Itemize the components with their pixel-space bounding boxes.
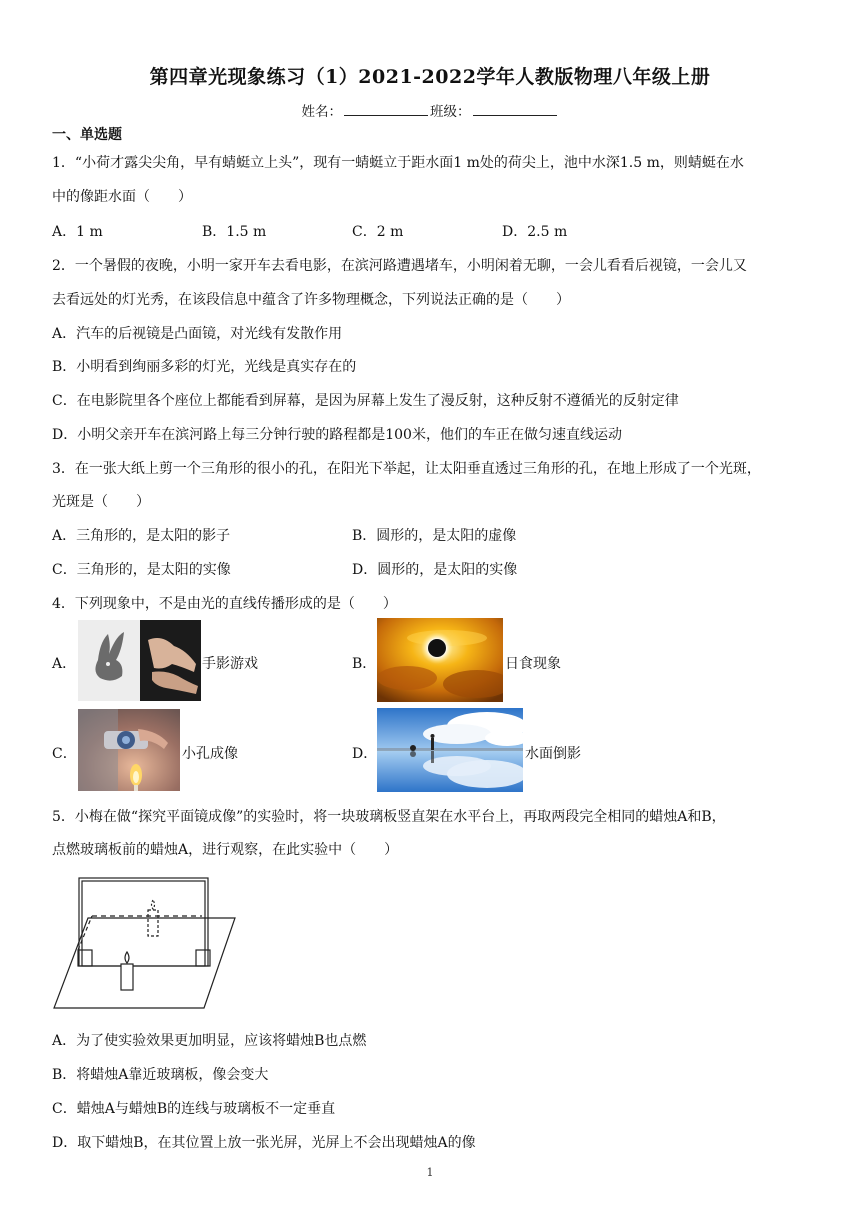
q4-option-b-letter: B．	[352, 656, 377, 672]
q5-option-b: B．将蜡烛A靠近玻璃板，像会变大	[52, 1067, 269, 1083]
q3-line-2: 光斑是（ ）	[52, 494, 150, 510]
plane-mirror-experiment-diagram	[52, 870, 242, 1012]
q5-option-d: D．取下蜡烛B，在其位置上放一张光屏，光屏上不会出现蜡烛A的像	[52, 1135, 476, 1151]
page-number: 1	[426, 1166, 434, 1179]
q4-line-1: 4．下列现象中，不是由光的直线传播形成的是（ ）	[52, 596, 397, 612]
name-blank[interactable]	[344, 103, 428, 116]
q1-option-a: A．1 m	[52, 224, 103, 240]
water-reflection-image	[377, 708, 523, 792]
class-label: 班级：	[430, 104, 471, 120]
q4-option-a-letter: A．	[52, 656, 77, 672]
q2-option-a: A．汽车的后视镜是凸面镜，对光线有发散作用	[52, 326, 343, 342]
q4-option-d-text: 水面倒影	[525, 746, 581, 762]
name-label: 姓名：	[301, 104, 342, 120]
q4-option-a-text: 手影游戏	[202, 656, 258, 672]
q1-line-2: 中的像距水面（ ）	[52, 189, 192, 205]
q3-option-c: C．三角形的，是太阳的实像	[52, 562, 231, 578]
q2-option-d: D．小明父亲开车在滨河路上每三分钟行驶的路程都是100米，他们的车正在做匀速直线运动	[52, 427, 622, 443]
q5-option-c: C．蜡烛A与蜡烛B的连线与玻璃板不一定垂直	[52, 1101, 336, 1117]
q1-option-c: C．2 m	[352, 224, 404, 240]
q2-line-1: 2．一个暑假的夜晚，小明一家开车去看电影，在滨河路遭遇堵车，小明闲着无聊，一会儿看看后视镜，一会儿又	[52, 258, 747, 274]
q2-line-2: 去看远处的灯光秀，在该段信息中蕴含了许多物理概念，下列说法正确的是（ ）	[52, 292, 570, 308]
q1-line-1: 1．“小荷才露尖尖角，早有蜻蜓立上头”，现有一蜻蜓立于距水面1 m处的荷尖上，池中水深1.5 m，则蜻蜓在水	[52, 155, 744, 171]
q4-option-c-letter: C．	[52, 746, 77, 762]
q2-option-b: B．小明看到绚丽多彩的灯光，光线是真实存在的	[52, 359, 357, 375]
q4-option-d-letter: D．	[352, 746, 378, 762]
q3-line-1: 3．在一张大纸上剪一个三角形的很小的孔，在阳光下举起，让太阳垂直透过三角形的孔，在地上形成了一个光斑，	[52, 461, 761, 477]
q3-option-b: B．圆形的，是太阳的虚像	[352, 528, 517, 544]
q5-option-a: A．为了使实验效果更加明显，应该将蜡烛B也点燃	[52, 1033, 367, 1049]
q1-option-b: B．1.5 m	[202, 224, 267, 240]
page-title: 第四章光现象练习（1）2021-2022学年人教版物理八年级上册	[149, 66, 711, 88]
q4-option-b-text: 日食现象	[505, 656, 561, 672]
q2-option-c: C．在电影院里各个座位上都能看到屏幕，是因为屏幕上发生了漫反射，这种反射不遵循光的反射定律	[52, 393, 679, 409]
hand-shadow-image	[78, 620, 201, 701]
solar-eclipse-image	[377, 618, 503, 702]
section-heading: 一、单选题	[52, 127, 122, 143]
q3-option-a: A．三角形的，是太阳的影子	[52, 528, 231, 544]
q3-option-d: D．圆形的，是太阳的实像	[352, 562, 518, 578]
q5-line-1: 5．小梅在做“探究平面镜成像”的实验时，将一块玻璃板竖直架在水平台上，再取两段完全相同的蜡烛A和B，	[52, 809, 726, 825]
q5-line-2: 点燃玻璃板前的蜡烛A，进行观察，在此实验中（ ）	[52, 842, 399, 858]
q1-option-d: D．2.5 m	[502, 224, 568, 240]
class-blank[interactable]	[473, 103, 557, 116]
q4-option-c-text: 小孔成像	[182, 746, 238, 762]
name-class-line	[0, 100, 860, 120]
pinhole-imaging-image	[78, 709, 180, 791]
